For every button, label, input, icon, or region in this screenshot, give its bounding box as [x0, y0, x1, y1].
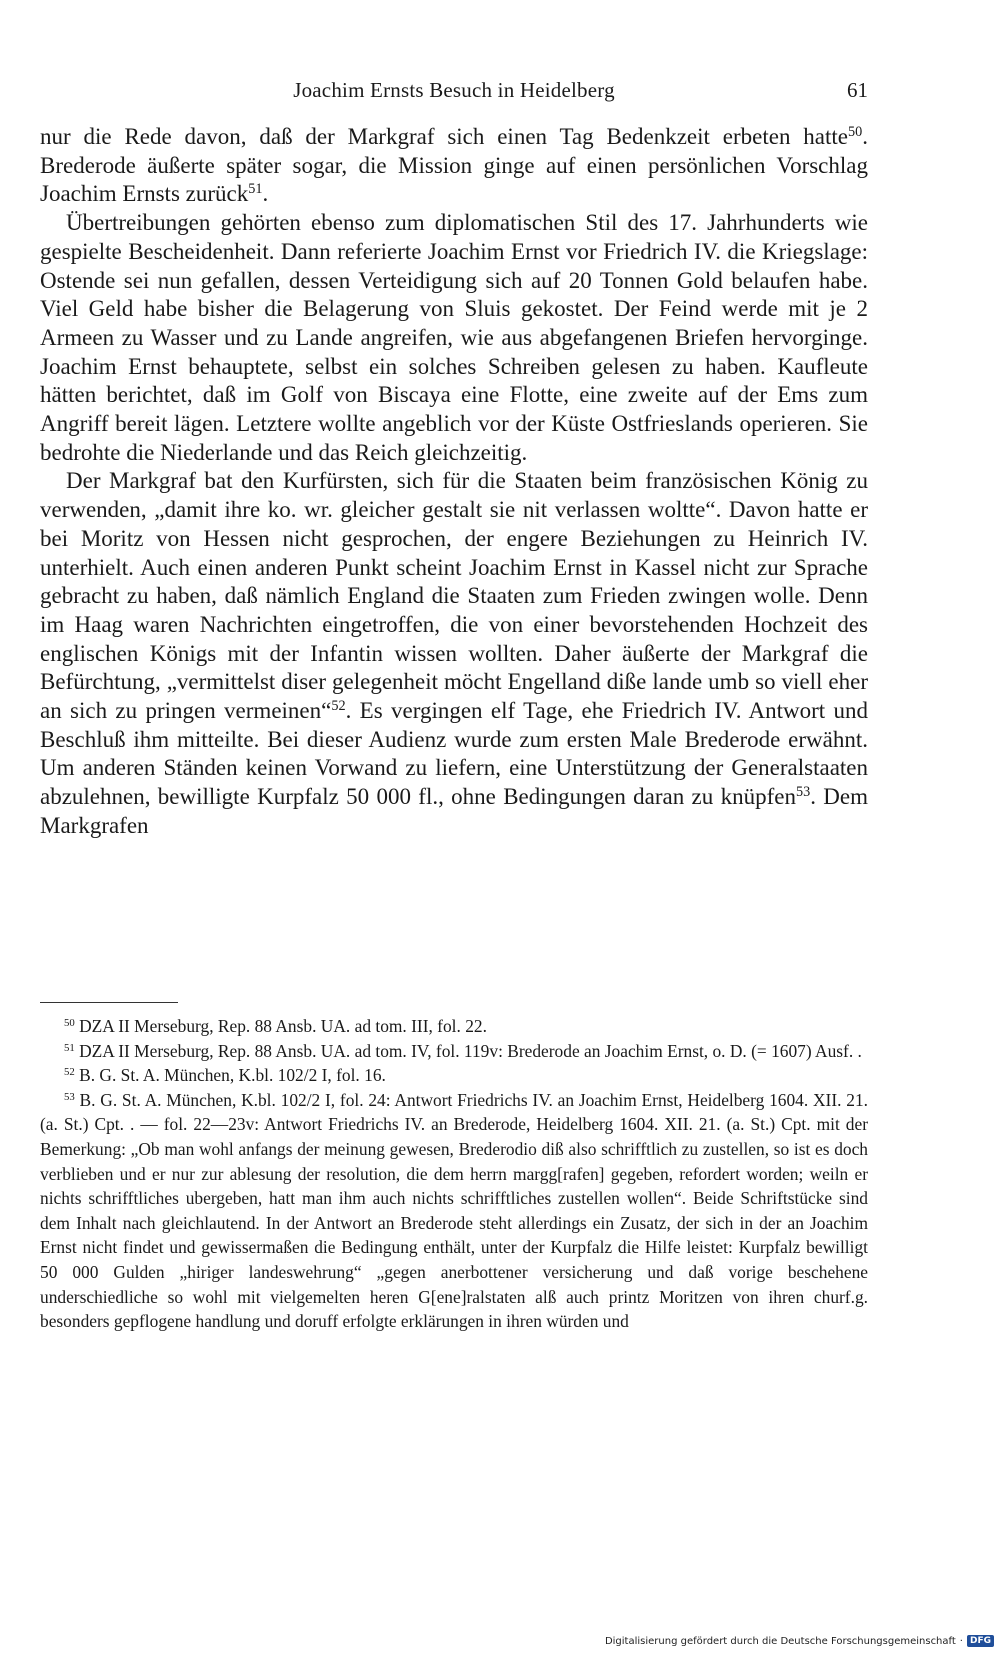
footnote-reference: 53	[795, 784, 811, 801]
footnote-reference: 50	[848, 124, 863, 141]
dfg-logo: DFG	[967, 1635, 994, 1647]
footnote-divider	[40, 1002, 178, 1003]
text-run: Der Markgraf bat den Kurfürsten, sich für die Staaten beim französischen König zu verwenden, „damit ihre ko. wr. gleicher gestalt sie nit verlassen woltte“. Davon hatte er bei Moritz von Hessen nicht gesprochen, der engere Beziehungen zu Heinrich IV. unterhielt. Auch einen anderen Punkt scheint Joachim Ernst in Kassel nicht zur Sprache gebracht zu haben, daß nämlich England die Staaten zum Frieden zwingen wolle. Denn im Haag waren Nachrichten eingetroffen, die von einer bevorstehenden Hochzeit des englischen Königs mit der Infantin wissen wollten. Daher äußerte der Markgraf die Befürchtung, „vermittelst diser gelegenheit möcht Engelland diße lande umb so viell eher an sich zu pringen vermeinen“	[40, 468, 868, 724]
text-run: Übertreibungen gehörten ebenso zum diplomatischen Stil des 17. Jahrhunderts wie gespielte Bescheidenheit. Dann referierte Joachim Ernst vor Friedrich IV. die Kriegslage: Ostende sei nun gefallen, dessen Verteidigung sich auf 20 Tonnen Gold belaufen habe. Viel Geld habe bisher die Belagerung von Sluis gekostet. Der Feind werde mit je 2 Armeen zu Wasser und zu Lande angreifen, wie aus abgefangenen Briefen hervorginge. Joachim Ernst behauptete, selbst ein solches Schreiben gelesen zu haben. Kaufleute hätten berichtet, daß im Golf von Biscaya eine Flotte, eine zweite auf der Ems zum Angriff bereit lägen. Letztere wollte angeblich vor der Küste Ostfrieslands operieren. Sie bedrohte die Niederlande und das Reich gleichzeitig.	[40, 210, 868, 465]
text-run: . Dem Markgrafen	[40, 784, 868, 838]
footnote-text: DZA II Merseburg, Rep. 88 Ansb. UA. ad tom. III, fol. 22.	[74, 1016, 487, 1036]
footnote-51	[40, 1039, 868, 1064]
footnote-reference: 51	[248, 181, 263, 198]
footnotes	[40, 1014, 868, 1439]
main-text	[40, 123, 868, 983]
running-head: Joachim Ernsts Besuch in Heidelberg	[293, 78, 615, 102]
footnote-number: 50	[64, 1017, 75, 1030]
credit-text: Digitalisierung gefördert durch die Deutsche Forschungsgemeinschaft	[604, 1635, 956, 1647]
digitization-credit: Digitalisierung gefördert durch die Deutsche Forschungsgemeinschaft · DFG	[605, 1635, 994, 1647]
page-number: 61	[847, 78, 868, 102]
footnote-reference: 52	[331, 698, 346, 715]
footnote-text: B. G. St. A. München, K.bl. 102/2 I, fol. 24: Antwort Friedrichs IV. an Joachim Ernst, Heidelberg 1604. XII. 21. (a. St.) Cpt. . — fol. 22—23v: Antwort Friedrichs IV. an Brederode, Heidelberg 1604. XII. 21. (a. St.) Cpt. mit der Bemerkung: „Ob man wohl anfangs der meinung gewesen, Brederodio diß also schrifftlich zu zustellen, so ist es doch verblieben und er nur zur ablesung der resolution, die dem herrn margg[rafen] gegeben, refordert worden; weiln er nichts schrifftliches ubergeben, hatt man ihm auch nichts schrifftliches zustellen wollen“. Beide Schriftstücke sind dem Inhalt nach gleichlautend. In der Antwort an Brederode steht allerdings ein Zusatz, der sich in der an Joachim Ernst nicht findet und gewissermaßen die Bedingung enthält, unter der Kurpfalz die Hilfe leistet: Kurpfalz bewilligt 50 000 Gulden „hiriger landeswehrung“ „gegen anerbottener versicherung und daß vorige beschehene underschiedliche so wohl mit vielgemelten heren G[ene]ralstaten alß auch printz Moritzen von ihren churf.g. besonders gepflogene handlung und doruff erfolgte erklärungen in ihren würden und	[40, 1089, 868, 1332]
footnote-53	[40, 1088, 868, 1334]
text-run: . Es vergingen elf Tage, ehe Friedrich IV. Antwort und Beschluß ihm mitteilte. Bei dieser Audienz wurde zum ersten Male Brederode erwähnt. Um anderen Ständen keinen Vorwand zu liefern, eine Unterstützung der Generalstaaten abzulehnen, bewilligte Kurpfalz 50 000 fl., ohne Bedingungen daran zu knüpfen	[40, 698, 869, 810]
text-run: .	[262, 181, 269, 207]
paragraph	[40, 467, 868, 840]
footnote-number: 52	[64, 1066, 75, 1079]
paragraph	[40, 123, 868, 209]
paragraph	[40, 209, 868, 467]
text-run: nur die Rede davon, daß der Markgraf sich einen Tag Bedenkzeit erbeten hatte	[40, 124, 848, 149]
footnote-text: B. G. St. A. München, K.bl. 102/2 I, fol. 16.	[74, 1065, 386, 1086]
footnote-number: 51	[64, 1041, 75, 1054]
footnote-text: DZA II Merseburg, Rep. 88 Ansb. UA. ad tom. IV, fol. 119v: Brederode an Joachim Ernst, o. D. (= 1607) Ausf. .	[74, 1040, 862, 1061]
text-run: . Brederode äußerte später sogar, die Mission ginge auf einen persönlichen Vorschlag Joachim Ernsts zurück	[40, 124, 868, 207]
footnote-50	[40, 1014, 868, 1039]
page-header	[40, 78, 868, 112]
footnote-52	[40, 1063, 868, 1088]
footnote-number: 53	[64, 1090, 75, 1103]
